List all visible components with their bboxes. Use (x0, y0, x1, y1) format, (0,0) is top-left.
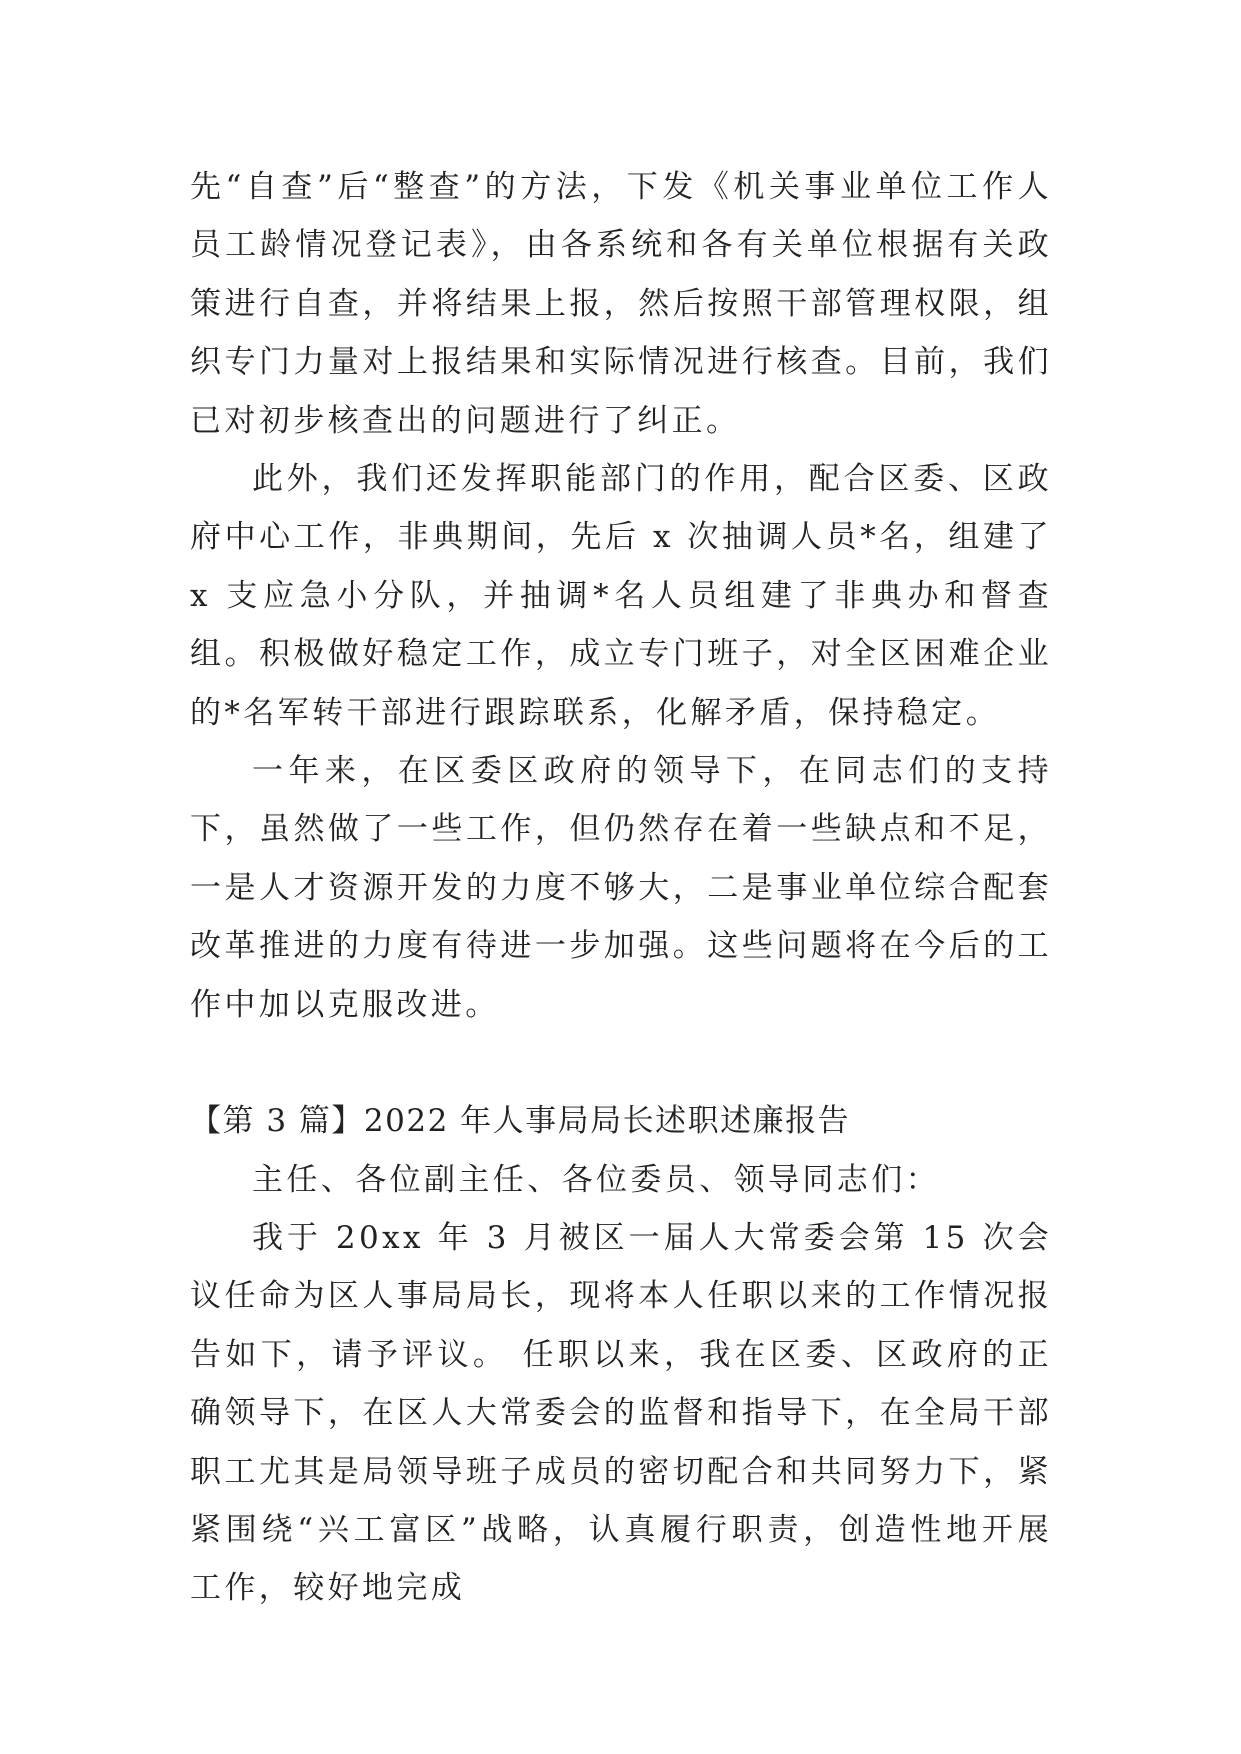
paragraph-extra-work: 此外，我们还发挥职能部门的作用，配合区委、区政府中心工作，非典期间，先后 x 次抽调人员*名，组建了 x 支应急小分队，并抽调*名人员组建了非典办和督查组。积极做好稳定工作，成立专门班子，对全区困难企业的*名军转干部进行跟踪联系，化解矛盾，保持稳定。 (190, 461, 1052, 731)
paragraph-continued: 先“自查”后“整查”的方法，下发《机关事业单位工作人员工龄情况登记表》，由各系统和各有关单位根据有关政策进行自查，并将结果上报，然后按照干部管理权限，组织专门力量对上报结果和实际情况进行核查。目前，我们已对初步核查出的问题进行了纠正。 (190, 169, 1052, 439)
section-heading: 【第 3 篇】2022 年人事局局长述职述廉报告 (190, 1103, 851, 1140)
section-gap (190, 1034, 1052, 1092)
paragraph-report-intro: 我于 20xx 年 3 月被区一届人大常委会第 15 次会议任命为区人事局局长，现将本人任职以来的工作情况报告如下，请予评议。 任职以来，我在区委、区政府的正确领导下，在区人大常委会的监督和指导下，在全局干部职工尤其是局领导班子成员的密切配合和共同努力下，紧紧围绕“兴工富区”战略，认真履行职责，创造性地开展工作，较好地完成 (190, 1219, 1052, 1607)
salutation: 主任、各位副主任、各位委员、领导同志们： (252, 1161, 940, 1198)
document-body (190, 158, 1052, 1618)
paragraph-shortcomings: 一年来，在区委区政府的领导下，在同志们的支持下，虽然做了一些工作，但仍然存在着一些缺点和不足，一是人才资源开发的力度不够大，二是事业单位综合配套改革推进的力度有待进一步加强。这些问题将在今后的工作中加以克服改进。 (190, 753, 1052, 1023)
